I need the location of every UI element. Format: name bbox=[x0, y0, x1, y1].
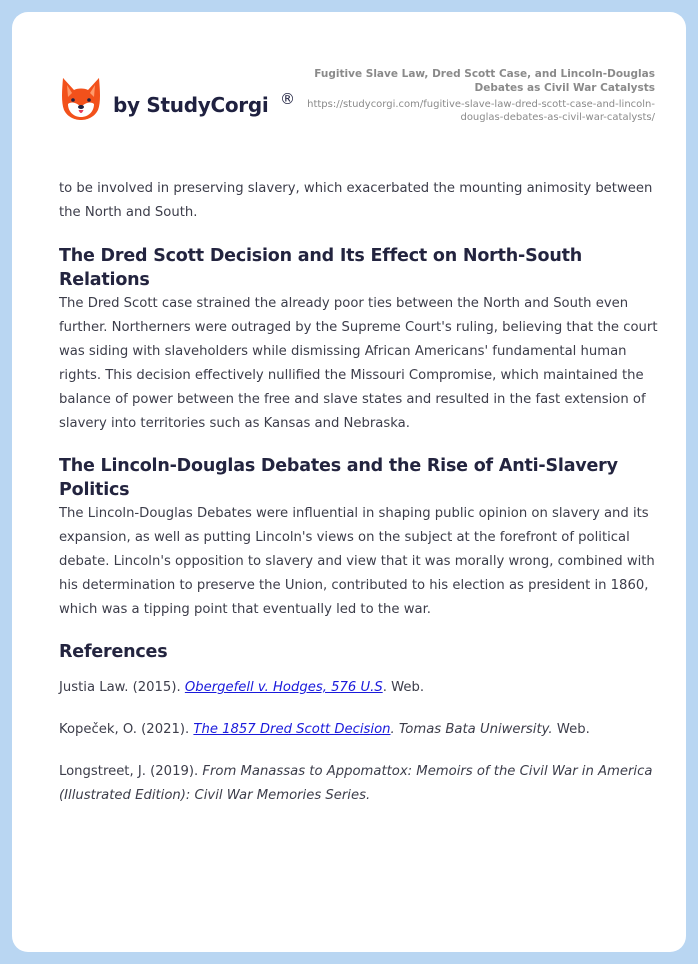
page-header bbox=[12, 12, 686, 142]
reference-suffix: . Web. bbox=[382, 680, 425, 695]
reference-link[interactable]: Obergefell v. Hodges, 576 U.S bbox=[184, 680, 383, 695]
reference-item bbox=[59, 676, 659, 700]
brand-name: by StudyCorgi bbox=[113, 93, 269, 117]
document-title: Fugitive Slave Law, Dred Scott Case, and Lincoln-Douglas Debates as Civil War Catalysts bbox=[314, 68, 655, 94]
document-url[interactable]: https://studycorgi.com/fugitive-slave-law-dred-scott-case-and-lincoln-douglas-debates-as-civil-war-catalysts/ bbox=[307, 99, 655, 123]
reference-item bbox=[59, 718, 659, 742]
section-paragraph-dred-scott: The Dred Scott case strained the already poor ties between the North and South even further. Northerners were outraged by the Supreme Court's ruling, believing that the court was siding with slaveholders while dismissing African Americans' fundamental human rights. This decision effectively nullified the Missouri Compromise, which maintained the balance of power between the free and slave states and resulted in the fast extension of slavery into territories such as Kansas and Nebraska. bbox=[59, 296, 658, 431]
reference-link[interactable]: The 1857 Dred Scott Decision bbox=[193, 722, 391, 737]
reference-item bbox=[59, 760, 659, 808]
registered-mark: ® bbox=[280, 90, 295, 108]
intro-paragraph: to be involved in preserving slavery, which exacerbated the mounting animosity between the North and South. bbox=[59, 181, 653, 220]
references-heading: References bbox=[59, 642, 168, 662]
section-heading-dred-scott: The Dred Scott Decision and Its Effect on North-South Relations bbox=[59, 246, 583, 290]
reference-author: Longstreet, J. (2019). bbox=[59, 764, 203, 779]
document-page bbox=[12, 12, 686, 952]
reference-author: Justia Law. (2015). bbox=[59, 680, 185, 695]
reference-author: Kopeček, O. (2021). bbox=[59, 722, 194, 737]
reference-publisher: . Tomas Bata Uniwersity. bbox=[390, 722, 553, 737]
section-paragraph-lincoln-douglas: The Lincoln-Douglas Debates were influential in shaping public opinion on slavery and its expansion, as well as putting Lincoln's views on the subject at the forefront of political debate. Lincoln's opposition to slavery and view that it was morally wrong, combined with his determination to preserve the Union, contributed to his election as president in 1860, which was a tipping point that eventually led to the war. bbox=[59, 506, 655, 617]
section-heading-lincoln-douglas: The Lincoln-Douglas Debates and the Rise of Anti-Slavery Politics bbox=[59, 456, 618, 500]
corgi-logo-icon[interactable] bbox=[60, 76, 102, 122]
document-meta bbox=[295, 67, 655, 124]
reference-title: From Manassas to Appomattox: Memoirs of the Civil War in America (Illustrated Edition): Civil War Memories Series. bbox=[59, 764, 653, 803]
reference-suffix: Web. bbox=[552, 722, 590, 737]
article-content bbox=[59, 177, 659, 808]
